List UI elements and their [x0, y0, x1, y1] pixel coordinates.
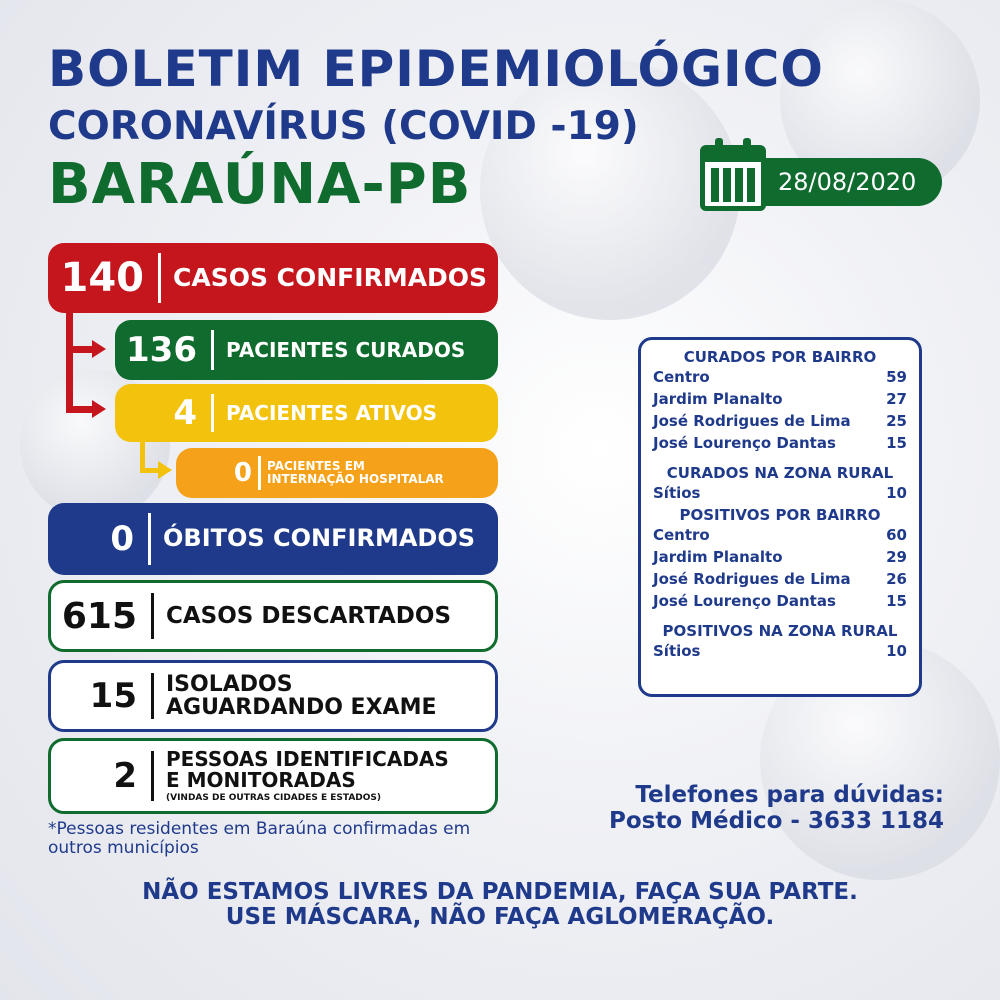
active-label: PACIENTES ATIVOS	[226, 400, 438, 425]
monitored-count: 2	[113, 756, 137, 796]
isolated-label	[154, 673, 437, 719]
cured-count: 136	[126, 330, 197, 370]
location-title: BARAÚNA-PB	[48, 152, 472, 217]
active-count: 4	[173, 393, 197, 433]
footer-line2: USE MÁSCARA, NÃO FAÇA AGLOMERAÇÃO.	[225, 904, 775, 931]
confirmed-count: 140	[60, 255, 144, 301]
page-title: BOLETIM EPIDEMIOLÓGICO	[48, 40, 824, 98]
list-item: José Rodrigues de Lima 25	[653, 412, 907, 430]
page-subtitle: CORONAVÍRUS (COVID -19)	[48, 104, 639, 149]
isolated-card	[48, 660, 498, 732]
phone-line2: Posto Médico - 3633 1184	[608, 808, 944, 835]
discarded-label: CASOS DESCARTADOS	[166, 602, 452, 629]
active-patients-card	[115, 384, 498, 442]
arrow-connector	[66, 313, 73, 413]
cured-rural-title: CURADOS NA ZONA RURAL	[666, 464, 894, 482]
monitored-label-line2: E MONITORADAS	[166, 767, 356, 792]
confirmed-label: CASOS CONFIRMADOS	[173, 262, 488, 292]
list-item: José Lourenço Dantas 15	[653, 434, 907, 452]
list-item: Jardim Planalto 29	[653, 548, 907, 566]
confirmed-cases-card	[48, 243, 498, 313]
hospitalized-label-line1: PACIENTES EM	[267, 459, 365, 474]
deaths-count: 0	[110, 519, 134, 559]
discarded-cases-card	[48, 580, 498, 652]
cured-patients-card	[115, 320, 498, 380]
monitored-label-line1: PESSOAS IDENTIFICADAS	[166, 746, 449, 771]
calendar-icon	[700, 145, 766, 211]
hospitalized-count: 0	[233, 458, 252, 488]
list-item: Jardim Planalto 27	[653, 390, 907, 408]
monitored-card	[48, 738, 498, 814]
list-item: Sítios 10	[653, 642, 907, 660]
footer-message	[0, 880, 1000, 931]
arrow-connector	[140, 468, 160, 473]
isolated-label-line1: ISOLADOS	[166, 671, 293, 697]
list-item: Centro 60	[653, 526, 907, 544]
isolated-count: 15	[89, 676, 137, 716]
hospitalized-label-line2: INTERNAÇÃO HOSPITALAR	[267, 472, 444, 486]
monitored-note: (VINDAS DE OUTRAS CIDADES E ESTADOS)	[166, 792, 382, 803]
cured-bairro-title: CURADOS POR BAIRRO	[683, 348, 877, 366]
deaths-label: ÓBITOS CONFIRMADOS	[163, 524, 476, 553]
list-item: José Rodrigues de Lima 26	[653, 570, 907, 588]
hospitalized-label	[261, 460, 444, 485]
neighborhood-panel	[638, 337, 922, 697]
list-item: Sítios 10	[653, 484, 907, 502]
cured-label: PACIENTES CURADOS	[226, 337, 466, 362]
arrow-connector	[66, 406, 94, 413]
footer-line1: NÃO ESTAMOS LIVRES DA PANDEMIA, FAÇA SUA PARTE.	[142, 879, 858, 905]
positive-bairro-title: POSITIVOS POR BAIRRO	[679, 506, 881, 524]
list-item: Centro 59	[653, 368, 907, 386]
monitored-label	[154, 746, 449, 803]
arrow-head-icon	[92, 400, 106, 418]
phone-line1: Telefones para dúvidas:	[635, 782, 944, 808]
hospitalized-card	[176, 448, 498, 498]
phone-info	[609, 782, 944, 835]
isolated-label-line2: AGUARDANDO EXAME	[166, 695, 437, 720]
footnote: *Pessoas residentes em Baraúna confirmadas em outros municípios	[48, 819, 471, 858]
deaths-card	[48, 503, 498, 575]
discarded-count: 615	[61, 595, 137, 637]
arrow-connector	[66, 346, 94, 353]
arrow-head-icon	[92, 340, 106, 358]
date-text: 28/08/2020	[778, 168, 917, 196]
list-item: José Lourenço Dantas 15	[653, 592, 907, 610]
arrow-head-icon	[158, 461, 172, 479]
positive-rural-title: POSITIVOS NA ZONA RURAL	[662, 622, 898, 640]
